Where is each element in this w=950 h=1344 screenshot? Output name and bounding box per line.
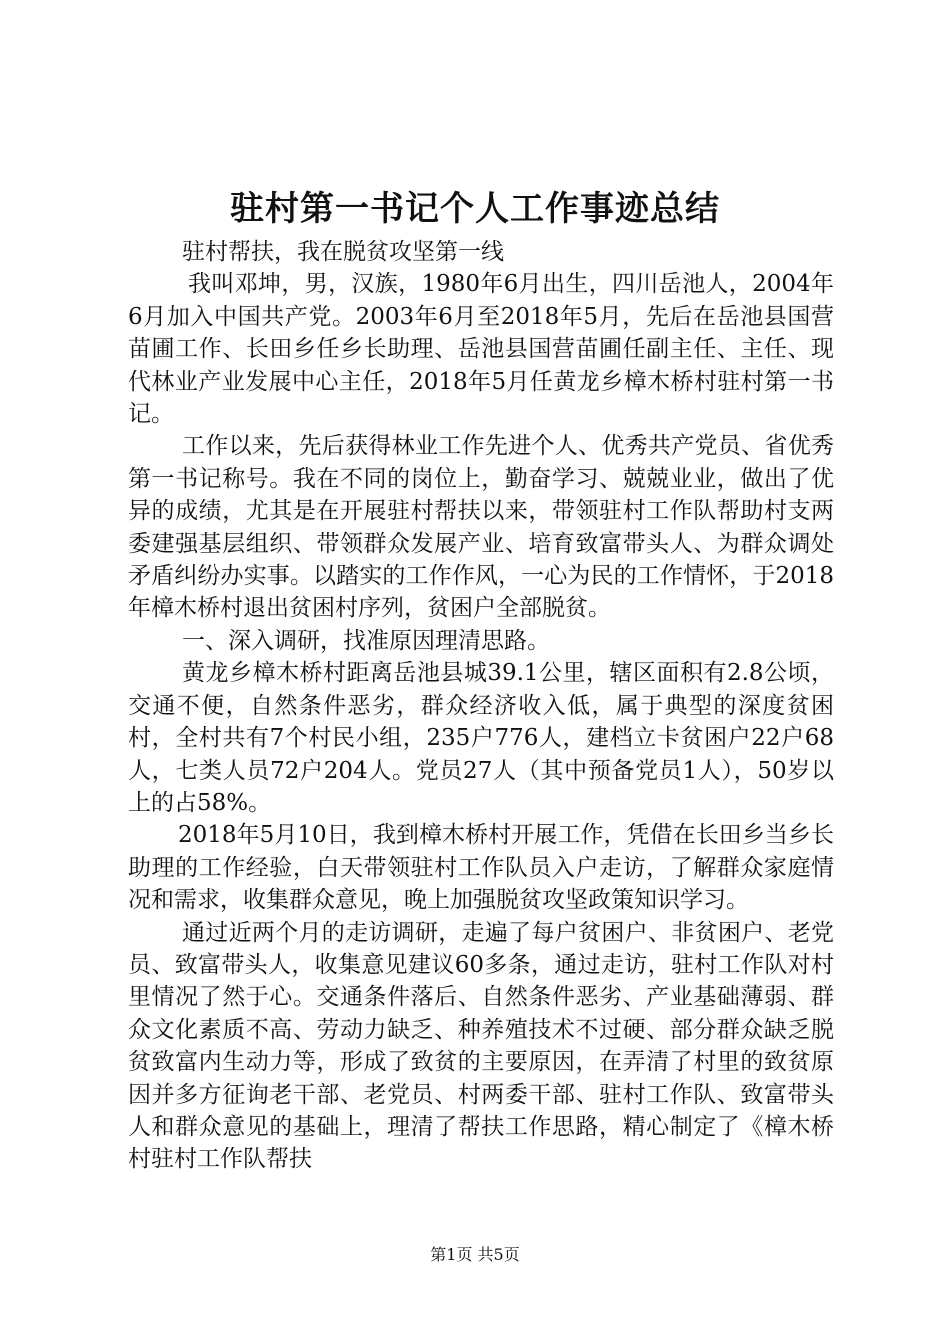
- paragraph-achievements: 工作以来，先后获得林业工作先进个人、优秀共产党员、省优秀第一书记称号。我在不同的岗位上，勤奋学习、兢兢业业，做出了优异的成绩，尤其是在开展驻村帮扶以来，带领驻村工作队帮助村支两委建强基层组织、带领群众发展产业、培育致富带头人、为群众调处矛盾纠纷办实事。以踏实的工作作风，一心为民的工作情怀，于2018年樟木桥村退出贫困村序列，贫困户全部脱贫。: [128, 433, 834, 622]
- paragraph-subtitle: 驻村帮扶，我在脱贫攻坚第一线: [182, 239, 504, 265]
- document-title: 驻村第一书记个人工作事迹总结: [230, 189, 720, 229]
- page-footer: 第1页 共5页: [430, 1245, 520, 1264]
- paragraph-start-work: 2018年5月10日，我到樟木桥村开展工作，凭借在长田乡当乡长助理的工作经验，白天带领驻村工作队员入户走访，了解群众家庭情况和需求，收集群众意见，晚上加强脱贫攻坚政策知识学习。: [128, 822, 834, 914]
- paragraph-intro: 我叫邓坤，男，汉族，1980年6月出生，四川岳池人，2004年6月加入中国共产党。2003年6月至2018年5月，先后在岳池县国营苗圃工作、长田乡任乡长助理、岳池县国营苗圃任副主任、主任、现代林业产业发展中心主任，2018年5月任黄龙乡樟木桥村驻村第一书记。: [128, 271, 834, 428]
- section-heading-1: 一、深入调研，找准原因理清思路。: [182, 627, 550, 654]
- paragraph-investigation: 通过近两个月的走访调研，走遍了每户贫困户、非贫困户、老党员、致富带头人，收集意见建议60多条，通过走访，驻村工作队对村里情况了然于心。交通条件落后、自然条件恶劣、产业基础薄弱、群众文化素质不高、劳动力缺乏、种养殖技术不过硬、部分群众缺乏脱贫致富内生动力等，形成了致贫的主要原因，在弄清了村里的致贫原因并多方征询老干部、老党员、村两委干部、驻村工作队、致富带头人和群众意见的基础上，理清了帮扶工作思路，精心制定了《樟木桥村驻村工作队帮扶: [128, 919, 834, 1173]
- paragraph-village-info: 黄龙乡樟木桥村距离岳池县城39.1公里，辖区面积有2.8公顷，交通不便，自然条件恶劣，群众经济收入低，属于典型的深度贫困村，全村共有7个村民小组，235户776人，建档立卡贫困户22户68人，七类人员72户204人。党员27人（其中预备党员1人），50岁以上的占58%。: [128, 660, 834, 816]
- document-body: [128, 236, 834, 1176]
